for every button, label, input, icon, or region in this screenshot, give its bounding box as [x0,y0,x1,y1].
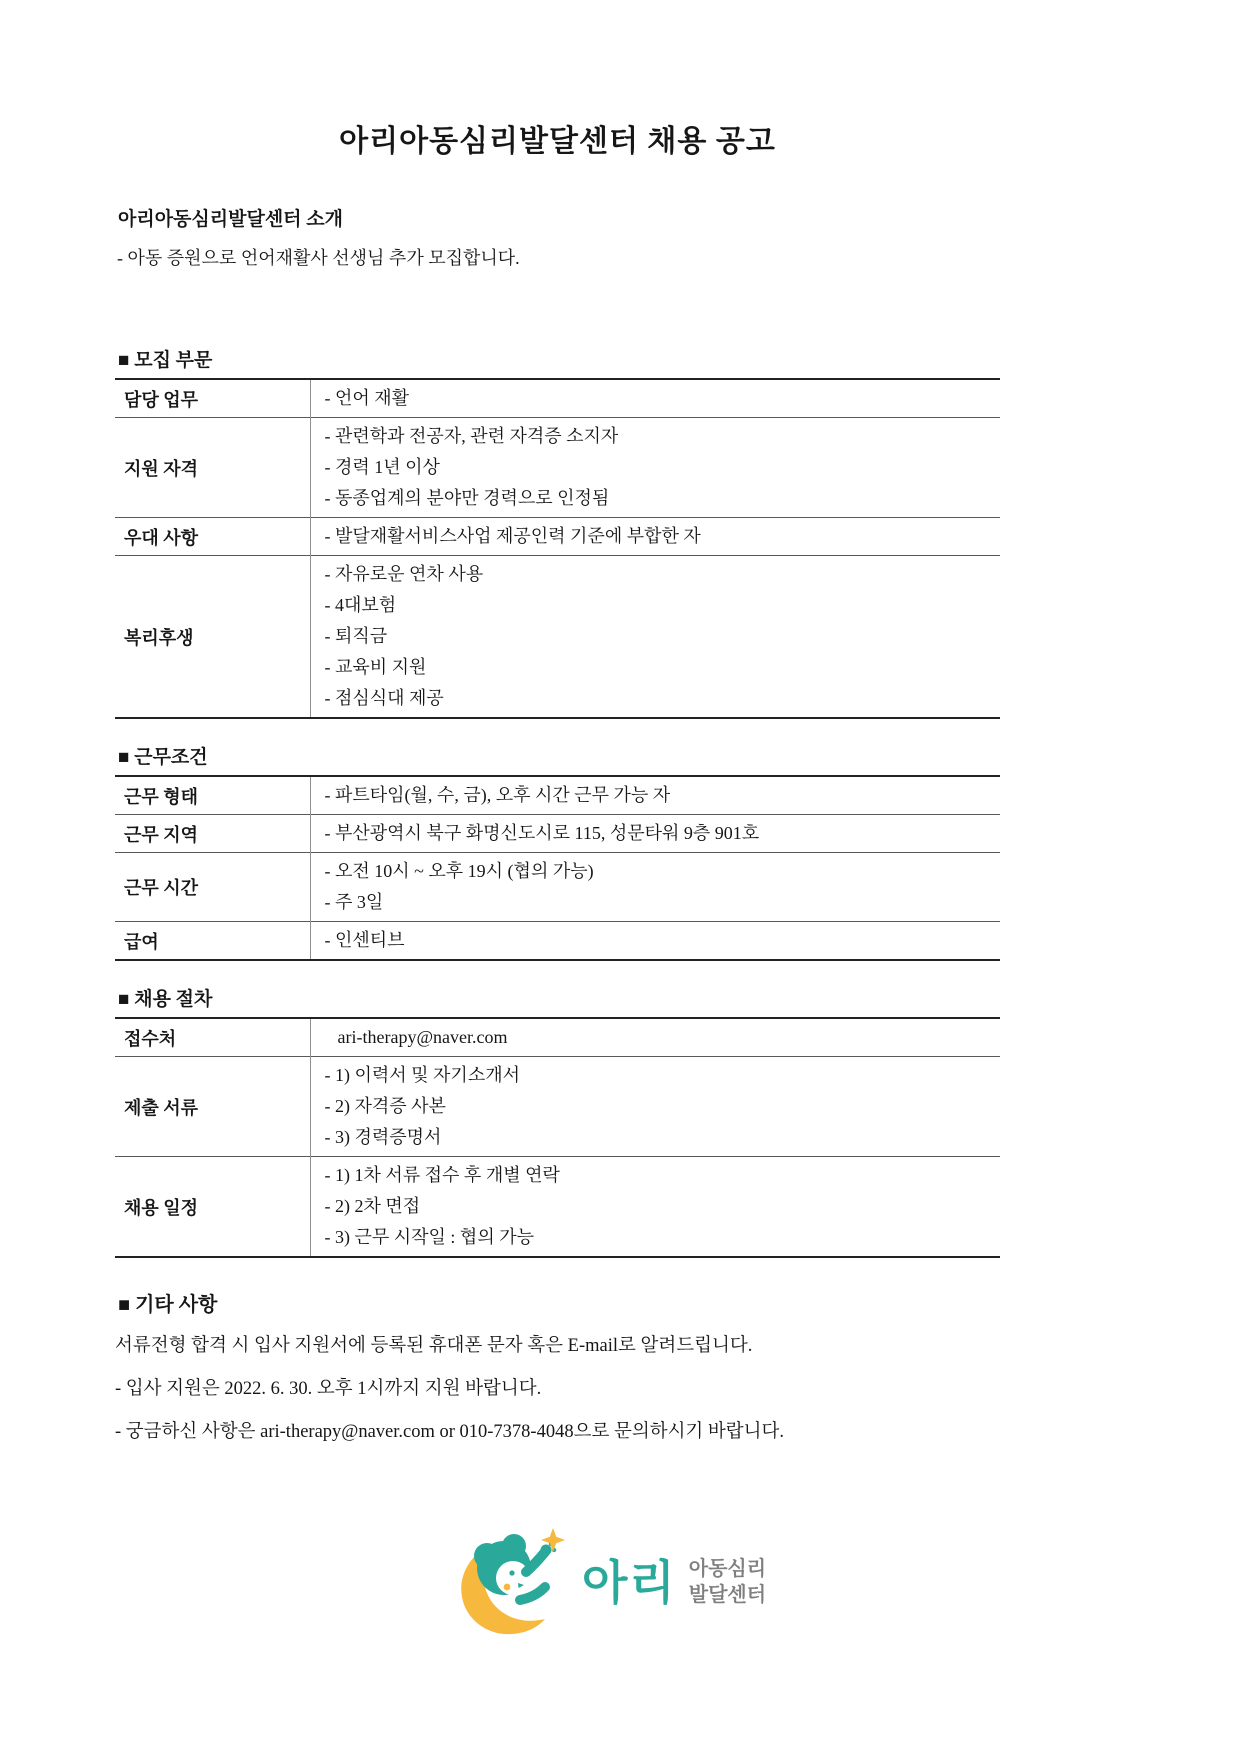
cell-line: - 자유로운 연차 사용 [324,564,484,584]
row-value [310,922,1000,961]
section-heading: ■ 채용 절차 [118,989,213,1010]
cell-line: - 파트타임(월, 수, 금), 오후 시간 근무 가능 자 [324,785,671,805]
row-label: 채용 일정 [115,1157,310,1258]
row-label: 근무 지역 [115,815,310,853]
row-value [310,776,1000,815]
logo-hair-bump-left [474,1543,500,1569]
info-table [115,378,1000,719]
table-row [115,815,1000,853]
cell-line: - 1) 이력서 및 자기소개서 [324,1065,520,1085]
info-table [115,1017,1000,1258]
table-row [115,418,1000,518]
section-heading: ■ 근무조건 [118,747,208,768]
row-value [310,1157,1000,1258]
cell-line: - 2) 자격증 사본 [324,1096,446,1116]
cell-line: - 점심식대 제공 [324,688,444,708]
table-row [115,776,1000,815]
row-value [310,815,1000,853]
row-value [310,418,1000,518]
row-value [310,518,1000,556]
row-label: 근무 형태 [115,776,310,815]
other-lines [115,1325,1105,1454]
other-line: - 궁금하신 사항은 ari-therapy@naver.com or 010-7378-4048으로 문의하시기 바랍니다. [115,1422,785,1442]
other-section [115,1288,1105,1454]
cell-line: - 오전 10시 ~ 오후 19시 (협의 가능) [324,861,594,881]
table-row [115,1057,1000,1157]
logo-name-sub-line1: 아동심리 [688,1558,767,1580]
logo-cheek [504,1584,511,1591]
page-title: 아리아동심리발달센터 채용 공고 [339,125,776,158]
table-row [115,1018,1000,1057]
row-value [310,1018,1000,1057]
row-label: 우대 사항 [115,518,310,556]
table-row [115,1157,1000,1258]
row-label: 접수처 [115,1018,310,1057]
logo-name-sub [689,1556,766,1608]
row-value [310,556,1000,719]
cell-line: - 주 3일 [324,892,384,912]
cell-line: ari-therapy@naver.com [337,1027,508,1047]
cell-line: - 관련학과 전공자, 관련 자격증 소지자 [324,426,619,446]
cell-line: - 경력 1년 이상 [324,457,440,477]
table-row [115,379,1000,418]
table-row [115,518,1000,556]
logo-hand-upper [540,1545,551,1556]
table-section [115,348,1105,719]
other-line: - 입사 지원은 2022. 6. 30. 오후 1시까지 지원 바랍니다. [115,1379,542,1399]
cell-line: - 3) 경력증명서 [324,1127,442,1147]
intro-section [115,204,1105,270]
row-label: 복리후생 [115,556,310,719]
table-row [115,556,1000,719]
row-label: 담당 업무 [115,379,310,418]
info-table [115,775,1000,961]
row-label: 제출 서류 [115,1057,310,1157]
row-value [310,379,1000,418]
logo-name-main: 아리 [581,1555,677,1609]
cell-line: - 3) 근무 시작일 : 협의 가능 [324,1227,534,1247]
table-row [115,922,1000,961]
table-section [115,745,1105,961]
cell-line: - 2) 2차 면접 [324,1196,421,1216]
cell-line: - 교육비 지원 [324,657,427,677]
row-label: 급여 [115,922,310,961]
row-label: 지원 자격 [115,418,310,518]
logo-hair-bump-top [502,1534,526,1558]
logo-hand-lower [540,1582,550,1592]
logo-name-sub-line2: 발달센터 [688,1584,767,1606]
table-section [115,987,1105,1258]
intro-line: - 아동 증원으로 언어재활사 선생님 추가 모집합니다. [117,248,520,268]
logo-text [582,1556,766,1608]
intro-heading: 아리아동심리발달센터 소개 [118,209,343,230]
other-line: 서류전형 합격 시 입사 지원서에 등록된 휴대폰 문자 혹은 E-mail로 알려드립니다. [115,1336,753,1356]
tables-host [115,348,1105,1258]
cell-line: - 발달재활서비스사업 제공인력 기준에 부합한 자 [324,526,701,546]
section-heading: ■ 모집 부문 [118,350,213,371]
cell-line: - 부산광역시 북구 화명신도시로 115, 성문타워 9층 901호 [324,823,760,843]
cell-line: - 인센티브 [324,930,405,950]
logo-eye [509,1570,514,1575]
other-heading: ■ 기타 사항 [118,1294,218,1316]
cell-line: - 1) 1차 서류 접수 후 개별 연락 [324,1165,560,1185]
company-logo [115,1526,1105,1638]
cell-line: - 동종업계의 분야만 경력으로 인정됨 [324,488,610,508]
cell-line: - 언어 재활 [324,388,410,408]
cell-line: - 퇴직금 [324,626,388,646]
row-label: 근무 시간 [115,853,310,922]
cell-line: - 4대보험 [324,595,397,615]
logo-face [496,1561,530,1595]
row-value [310,1057,1000,1157]
row-value [310,853,1000,922]
logo-mark-icon [454,1526,572,1638]
table-row [115,853,1000,922]
